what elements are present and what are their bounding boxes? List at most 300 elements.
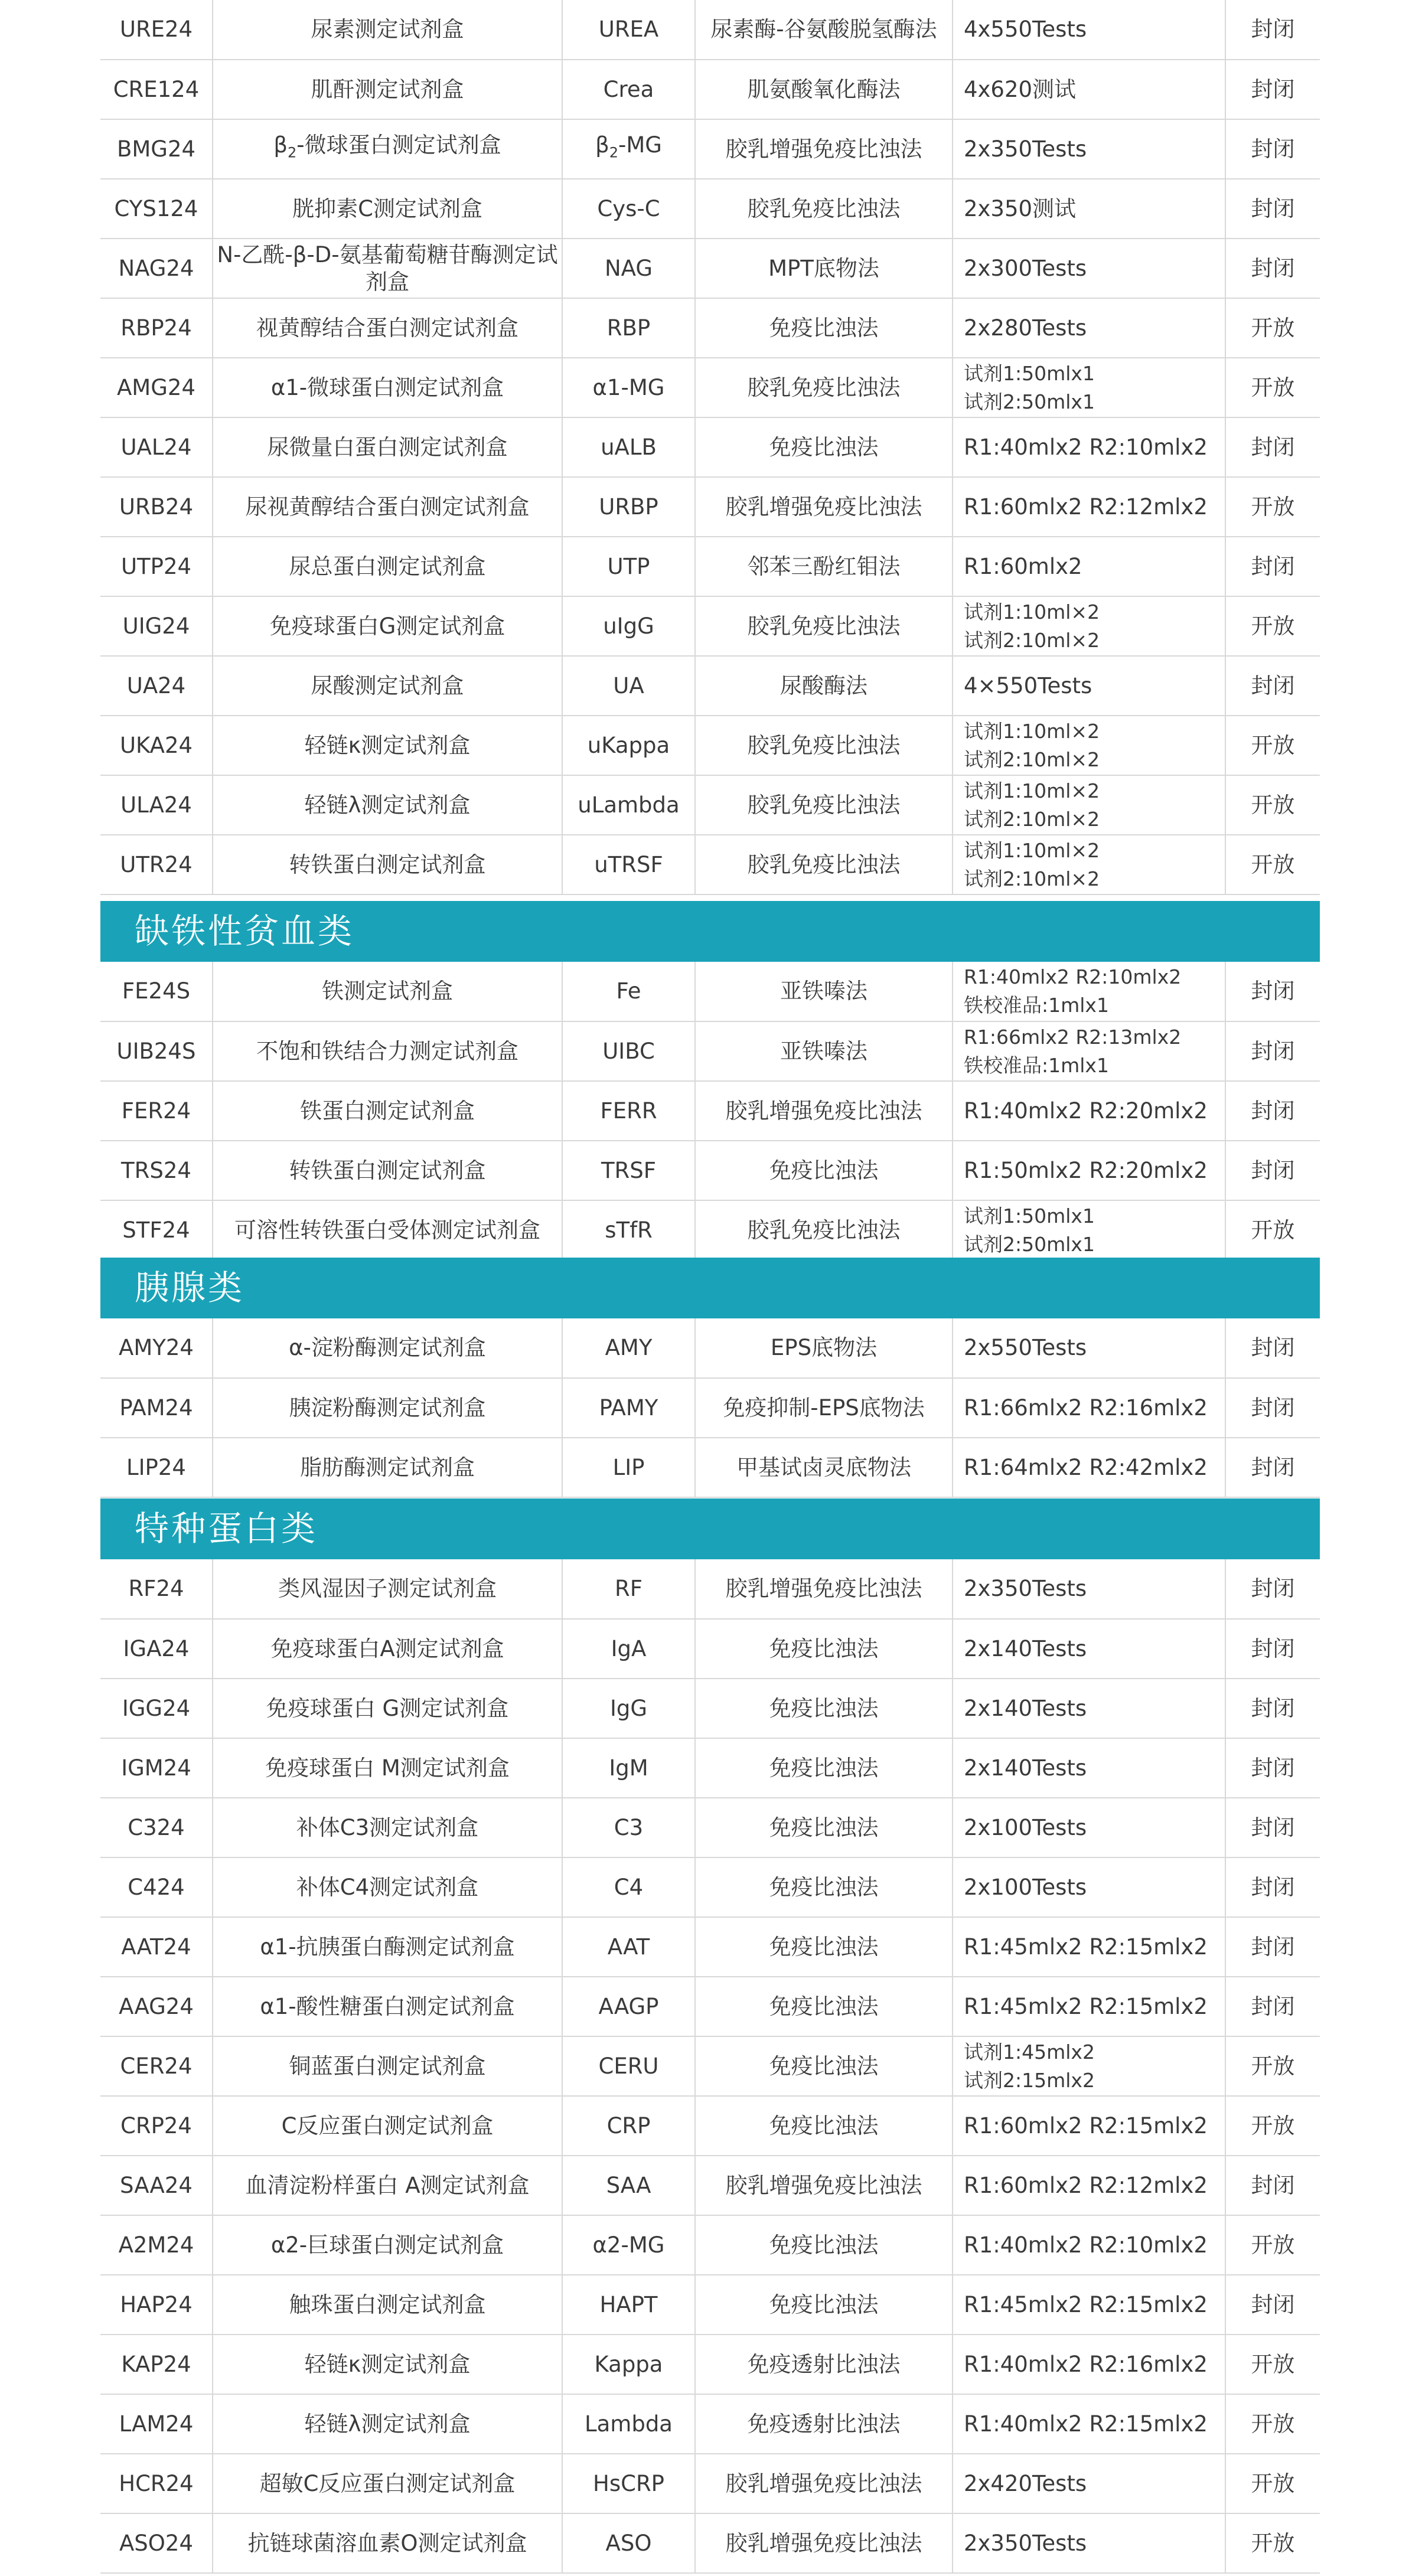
product-name-cell: 转铁蛋白测定试剂盒 (213, 835, 562, 894)
product-code-cell: RF24 (100, 1559, 213, 1619)
package-spec-line: 试剂2:50mlx1 (964, 390, 1095, 413)
method-cell: 胶乳增强免疫比浊法 (695, 2513, 953, 2573)
package-spec-line: R1:40mlx2 R2:10mlx2 (964, 965, 1182, 988)
status-cell: 封闭 (1225, 1738, 1320, 1798)
product-name-cell: 免疫球蛋白G测定试剂盒 (213, 596, 562, 656)
product-code-cell: HCR24 (100, 2454, 213, 2513)
abbreviation-cell: Fe (562, 962, 695, 1021)
product-name-cell: α1-微球蛋白测定试剂盒 (213, 358, 562, 417)
method-cell: 免疫透射比浊法 (695, 2335, 953, 2394)
abbreviation-cell: Cys-C (562, 179, 695, 239)
product-code-cell: CRE124 (100, 60, 213, 119)
table-row (100, 1141, 1320, 1200)
status-cell: 封闭 (1225, 537, 1320, 596)
package-spec-line: 试剂1:45mlx2 (964, 2040, 1095, 2064)
package-spec-line: 4×550Tests (964, 672, 1092, 698)
table-row (100, 417, 1320, 477)
package-spec-cell (953, 2275, 1225, 2335)
abbreviation-cell: Lambda (562, 2394, 695, 2454)
package-spec-cell (953, 537, 1225, 596)
table-row (100, 1917, 1320, 1977)
method-cell: 免疫比浊法 (695, 1917, 953, 1977)
package-spec-line: 2x100Tests (964, 1814, 1087, 1840)
product-name-cell: 尿微量白蛋白测定试剂盒 (213, 417, 562, 477)
package-spec-line: 4x550Tests (964, 17, 1087, 42)
method-cell: 免疫比浊法 (695, 1619, 953, 1679)
package-spec-line: 2x350Tests (964, 2530, 1087, 2556)
method-cell: 甲基试卤灵底物法 (695, 1438, 953, 1497)
method-cell: 免疫比浊法 (695, 1679, 953, 1738)
package-spec-line: R1:40mlx2 R2:20mlx2 (964, 1098, 1208, 1124)
product-name-cell: 类风湿因子测定试剂盒 (213, 1559, 562, 1619)
status-cell: 开放 (1225, 2454, 1320, 2513)
product-name-cell: 转铁蛋白测定试剂盒 (213, 1141, 562, 1200)
package-spec-line: 试剂2:10ml×2 (964, 807, 1100, 831)
method-cell: 胶乳增强免疫比浊法 (695, 2454, 953, 2513)
status-cell: 开放 (1225, 716, 1320, 775)
status-cell: 封闭 (1225, 0, 1320, 60)
abbreviation-cell: PAMY (562, 1378, 695, 1438)
method-cell: 胶乳增强免疫比浊法 (695, 477, 953, 537)
product-name-cell: C反应蛋白测定试剂盒 (213, 2096, 562, 2156)
package-spec-cell (953, 656, 1225, 716)
section-header: 缺铁性贫血类 (100, 901, 1320, 962)
method-cell: 尿酸酶法 (695, 656, 953, 716)
abbreviation-cell: C4 (562, 1857, 695, 1917)
table-row (100, 239, 1320, 298)
product-name-cell: 铁测定试剂盒 (213, 962, 562, 1021)
table-row (100, 2036, 1320, 2096)
abbreviation-cell: C3 (562, 1798, 695, 1857)
abbreviation-cell: AAT (562, 1917, 695, 1977)
package-spec-cell (953, 0, 1225, 60)
abbreviation-cell: $\beta_2-MG$ (562, 119, 695, 179)
method-cell: 免疫比浊法 (695, 417, 953, 477)
product-code-cell: UAL24 (100, 417, 213, 477)
product-name-cell: 胰淀粉酶测定试剂盒 (213, 1378, 562, 1438)
package-spec-line: R1:50mlx2 R2:20mlx2 (964, 1157, 1208, 1183)
package-spec-line: 2x350Tests (964, 136, 1087, 162)
package-spec-cell (953, 775, 1225, 835)
abbreviation-cell: IgA (562, 1619, 695, 1679)
package-spec-line: R1:60mlx2 R2:12mlx2 (964, 2172, 1208, 2198)
abbreviation-cell: CERU (562, 2036, 695, 2096)
product-name-cell: 不饱和铁结合力测定试剂盒 (213, 1021, 562, 1081)
status-cell: 封闭 (1225, 1081, 1320, 1141)
package-spec-line: R1:40mlx2 R2:10mlx2 (964, 434, 1208, 460)
package-spec-cell (953, 2156, 1225, 2215)
abbreviation-cell: α2-MG (562, 2215, 695, 2275)
table-row (100, 1559, 1320, 1619)
abbreviation-cell: sTfR (562, 1200, 695, 1260)
table-row (100, 2096, 1320, 2156)
method-cell: 胶乳增强免疫比浊法 (695, 2156, 953, 2215)
package-spec-line: R1:40mlx2 R2:10mlx2 (964, 2232, 1208, 2258)
table-row (100, 1378, 1320, 1438)
package-spec-cell (953, 2215, 1225, 2275)
product-name-cell: 血清淀粉样蛋白 A测定试剂盒 (213, 2156, 562, 2215)
package-spec-cell (953, 239, 1225, 298)
product-table (100, 1559, 1320, 2574)
package-spec-line: 试剂1:10ml×2 (964, 838, 1100, 862)
product-code-cell: A2M24 (100, 2215, 213, 2275)
product-name-cell: 免疫球蛋白 G测定试剂盒 (213, 1679, 562, 1738)
table-row (100, 1857, 1320, 1917)
package-spec-line: 2x300Tests (964, 255, 1087, 281)
method-cell: 免疫比浊法 (695, 1141, 953, 1200)
package-spec-line: R1:45mlx2 R2:15mlx2 (964, 1934, 1208, 1960)
package-spec-line: R1:45mlx2 R2:15mlx2 (964, 2291, 1208, 2317)
package-spec-cell (953, 835, 1225, 894)
table-row (100, 179, 1320, 239)
status-cell: 开放 (1225, 1200, 1320, 1260)
package-spec-line: 2x100Tests (964, 1874, 1087, 1900)
product-code-cell: LIP24 (100, 1438, 213, 1497)
package-spec-line: 试剂2:15mlx2 (964, 2068, 1095, 2092)
product-name-cell: 脂肪酶测定试剂盒 (213, 1438, 562, 1497)
table-row (100, 2394, 1320, 2454)
table-row (100, 2156, 1320, 2215)
package-spec-cell (953, 298, 1225, 358)
package-spec-cell (953, 358, 1225, 417)
product-code-cell: C324 (100, 1798, 213, 1857)
product-code-cell: URE24 (100, 0, 213, 60)
product-code-cell: UA24 (100, 656, 213, 716)
package-spec-line: R1:40mlx2 R2:16mlx2 (964, 2351, 1208, 2377)
status-cell: 封闭 (1225, 1798, 1320, 1857)
status-cell: 封闭 (1225, 1141, 1320, 1200)
package-spec-cell (953, 1857, 1225, 1917)
method-cell: 肌氨酸氧化酶法 (695, 60, 953, 119)
status-cell: 开放 (1225, 2335, 1320, 2394)
package-spec-cell (953, 1438, 1225, 1497)
product-name-cell: α1-酸性糖蛋白测定试剂盒 (213, 1977, 562, 2036)
package-spec-line: R1:60mlx2 R2:12mlx2 (964, 494, 1208, 520)
product-code-cell: LAM24 (100, 2394, 213, 2454)
package-spec-line: 试剂2:50mlx1 (964, 1232, 1095, 1256)
package-spec-line: 试剂1:10ml×2 (964, 779, 1100, 802)
product-code-cell: TRS24 (100, 1141, 213, 1200)
product-name-cell: N-乙酰-β-D-氨基葡萄糖苷酶测定试剂盒 (213, 239, 562, 298)
method-cell: 免疫比浊法 (695, 1738, 953, 1798)
abbreviation-cell: Kappa (562, 2335, 695, 2394)
product-code-cell: KAP24 (100, 2335, 213, 2394)
abbreviation-cell: ASO (562, 2513, 695, 2573)
package-spec-cell (953, 1081, 1225, 1141)
status-cell: 封闭 (1225, 656, 1320, 716)
table-row (100, 0, 1320, 60)
status-cell: 封闭 (1225, 1917, 1320, 1977)
product-name-cell: 轻链κ测定试剂盒 (213, 2335, 562, 2394)
product-code-cell: CYS124 (100, 179, 213, 239)
package-spec-line: 2x420Tests (964, 2470, 1087, 2496)
method-cell: 胶乳免疫比浊法 (695, 596, 953, 656)
package-spec-cell (953, 2036, 1225, 2096)
product-name-cell: 尿视黄醇结合蛋白测定试剂盒 (213, 477, 562, 537)
status-cell: 开放 (1225, 2513, 1320, 2573)
package-spec-line: 2x280Tests (964, 315, 1087, 341)
abbreviation-cell: TRSF (562, 1141, 695, 1200)
package-spec-cell (953, 2096, 1225, 2156)
abbreviation-cell: LIP (562, 1438, 695, 1497)
package-spec-line: R1:66mlx2 R2:16mlx2 (964, 1395, 1208, 1421)
package-spec-cell (953, 1917, 1225, 1977)
method-cell: 免疫比浊法 (695, 2036, 953, 2096)
method-cell: 胶乳免疫比浊法 (695, 716, 953, 775)
status-cell: 开放 (1225, 2036, 1320, 2096)
product-name-cell: α1-抗胰蛋白酶测定试剂盒 (213, 1917, 562, 1977)
product-name-cell: 可溶性转铁蛋白受体测定试剂盒 (213, 1200, 562, 1260)
product-name-cell: 补体C4测定试剂盒 (213, 1857, 562, 1917)
method-cell: 邻苯三酚红钼法 (695, 537, 953, 596)
product-name-cell: 轻链λ测定试剂盒 (213, 2394, 562, 2454)
method-cell: 胶乳免疫比浊法 (695, 179, 953, 239)
product-name-cell: 触珠蛋白测定试剂盒 (213, 2275, 562, 2335)
abbreviation-cell: RBP (562, 298, 695, 358)
package-spec-line: R1:64mlx2 R2:42mlx2 (964, 1454, 1208, 1480)
abbreviation-cell: uKappa (562, 716, 695, 775)
product-name-cell: 铁蛋白测定试剂盒 (213, 1081, 562, 1141)
package-spec-line: 试剂2:10ml×2 (964, 867, 1100, 890)
method-cell: 免疫比浊法 (695, 2275, 953, 2335)
status-cell: 开放 (1225, 2096, 1320, 2156)
abbreviation-cell: IgM (562, 1738, 695, 1798)
product-code-cell: RBP24 (100, 298, 213, 358)
method-cell: 免疫比浊法 (695, 1977, 953, 2036)
status-cell: 开放 (1225, 2394, 1320, 2454)
product-code-cell: FE24S (100, 962, 213, 1021)
product-name-cell: 尿酸测定试剂盒 (213, 656, 562, 716)
product-name-cell: 尿素测定试剂盒 (213, 0, 562, 60)
abbreviation-cell: α1-MG (562, 358, 695, 417)
status-cell: 开放 (1225, 358, 1320, 417)
table-row (100, 962, 1320, 1021)
product-code-cell: AAG24 (100, 1977, 213, 2036)
table-row (100, 1318, 1320, 1378)
table-row (100, 2335, 1320, 2394)
abbreviation-cell: uTRSF (562, 835, 695, 894)
table-row (100, 2513, 1320, 2573)
product-name-cell: 肌酐测定试剂盒 (213, 60, 562, 119)
package-spec-cell (953, 2513, 1225, 2573)
method-cell: 亚铁嗪法 (695, 962, 953, 1021)
product-code-cell: CER24 (100, 2036, 213, 2096)
package-spec-cell (953, 1378, 1225, 1438)
package-spec-cell (953, 119, 1225, 179)
product-code-cell: ULA24 (100, 775, 213, 835)
abbreviation-cell: FERR (562, 1081, 695, 1141)
package-spec-line: 试剂1:50mlx1 (964, 361, 1095, 385)
status-cell: 封闭 (1225, 179, 1320, 239)
method-cell: 免疫比浊法 (695, 2215, 953, 2275)
package-spec-cell (953, 1200, 1225, 1260)
product-code-cell: NAG24 (100, 239, 213, 298)
package-spec-cell (953, 1021, 1225, 1081)
table-row (100, 1679, 1320, 1738)
product-code-cell: BMG24 (100, 119, 213, 179)
method-cell: 胶乳免疫比浊法 (695, 775, 953, 835)
package-spec-line: R1:40mlx2 R2:15mlx2 (964, 2411, 1208, 2437)
package-spec-line: R1:66mlx2 R2:13mlx2 (964, 1025, 1182, 1049)
method-cell: 胶乳增强免疫比浊法 (695, 1559, 953, 1619)
product-name-cell: 轻链κ测定试剂盒 (213, 716, 562, 775)
method-cell: 胶乳免疫比浊法 (695, 835, 953, 894)
package-spec-line: R1:45mlx2 R2:15mlx2 (964, 1993, 1208, 2019)
package-spec-cell (953, 1141, 1225, 1200)
status-cell: 封闭 (1225, 1438, 1320, 1497)
table-row (100, 298, 1320, 358)
table-row (100, 2454, 1320, 2513)
abbreviation-cell: AAGP (562, 1977, 695, 2036)
method-cell: 免疫比浊法 (695, 1798, 953, 1857)
status-cell: 封闭 (1225, 1021, 1320, 1081)
status-cell: 封闭 (1225, 2275, 1320, 2335)
product-table (100, 1318, 1320, 1498)
status-cell: 封闭 (1225, 1318, 1320, 1378)
package-spec-line: 2x350测试 (964, 195, 1077, 221)
product-name-cell: 尿总蛋白测定试剂盒 (213, 537, 562, 596)
status-cell: 封闭 (1225, 1378, 1320, 1438)
package-spec-line: R1:60mlx2 (964, 553, 1082, 579)
product-name-cell: 免疫球蛋白 M测定试剂盒 (213, 1738, 562, 1798)
abbreviation-cell: uALB (562, 417, 695, 477)
abbreviation-cell: IgG (562, 1679, 695, 1738)
product-name-cell: 补体C3测定试剂盒 (213, 1798, 562, 1857)
status-cell: 封闭 (1225, 2156, 1320, 2215)
table-row (100, 537, 1320, 596)
method-cell: 胶乳增强免疫比浊法 (695, 1081, 953, 1141)
package-spec-cell (953, 596, 1225, 656)
status-cell: 封闭 (1225, 1559, 1320, 1619)
status-cell: 开放 (1225, 775, 1320, 835)
product-table (100, 0, 1320, 895)
product-code-cell: ASO24 (100, 2513, 213, 2573)
product-name-cell: 免疫球蛋白A测定试剂盒 (213, 1619, 562, 1679)
product-name-cell: 超敏C反应蛋白测定试剂盒 (213, 2454, 562, 2513)
abbreviation-cell: AMY (562, 1318, 695, 1378)
method-cell: 免疫比浊法 (695, 1857, 953, 1917)
table-row (100, 1977, 1320, 2036)
status-cell: 封闭 (1225, 119, 1320, 179)
package-spec-cell (953, 60, 1225, 119)
status-cell: 封闭 (1225, 1857, 1320, 1917)
product-name-cell: α-淀粉酶测定试剂盒 (213, 1318, 562, 1378)
package-spec-cell (953, 1619, 1225, 1679)
status-cell: 封闭 (1225, 239, 1320, 298)
status-cell: 开放 (1225, 298, 1320, 358)
package-spec-cell (953, 2394, 1225, 2454)
table-row (100, 1021, 1320, 1081)
table-row (100, 60, 1320, 119)
table-row (100, 1200, 1320, 1260)
product-name-cell: 轻链λ测定试剂盒 (213, 775, 562, 835)
abbreviation-cell: uIgG (562, 596, 695, 656)
abbreviation-cell: SAA (562, 2156, 695, 2215)
abbreviation-cell: Crea (562, 60, 695, 119)
package-spec-line: 2x140Tests (964, 1635, 1087, 1661)
package-spec-line: 铁校准品:1mlx1 (964, 1053, 1109, 1077)
product-code-cell: UTP24 (100, 537, 213, 596)
product-code-cell: UIG24 (100, 596, 213, 656)
product-code-cell: C424 (100, 1857, 213, 1917)
method-cell: 免疫比浊法 (695, 298, 953, 358)
table-row (100, 1619, 1320, 1679)
status-cell: 开放 (1225, 2215, 1320, 2275)
abbreviation-cell: HAPT (562, 2275, 695, 2335)
table-row (100, 2275, 1320, 2335)
package-spec-cell (953, 179, 1225, 239)
method-cell: 免疫抑制-EPS底物法 (695, 1378, 953, 1438)
abbreviation-cell: HsCRP (562, 2454, 695, 2513)
product-name-cell: $\beta_2-$微球蛋白测定试剂盒 (213, 119, 562, 179)
package-spec-line: 试剂2:10ml×2 (964, 628, 1100, 652)
package-spec-cell (953, 1559, 1225, 1619)
method-cell: MPT底物法 (695, 239, 953, 298)
product-code-cell: UKA24 (100, 716, 213, 775)
method-cell: 亚铁嗪法 (695, 1021, 953, 1081)
product-code-cell: IGA24 (100, 1619, 213, 1679)
method-cell: 胶乳免疫比浊法 (695, 358, 953, 417)
package-spec-line: 4x620测试 (964, 76, 1077, 102)
table-row (100, 477, 1320, 537)
product-code-cell: STF24 (100, 1200, 213, 1260)
product-name-cell: 视黄醇结合蛋白测定试剂盒 (213, 298, 562, 358)
product-code-cell: IGM24 (100, 1738, 213, 1798)
table-row (100, 835, 1320, 894)
abbreviation-cell: UREA (562, 0, 695, 60)
package-spec-line: R1:60mlx2 R2:15mlx2 (964, 2113, 1208, 2138)
abbreviation-cell: NAG (562, 239, 695, 298)
method-cell: 免疫透射比浊法 (695, 2394, 953, 2454)
method-cell: 胶乳免疫比浊法 (695, 1200, 953, 1260)
product-code-cell: UTR24 (100, 835, 213, 894)
package-spec-cell (953, 2335, 1225, 2394)
abbreviation-cell: CRP (562, 2096, 695, 2156)
package-spec-line: 铁校准品:1mlx1 (964, 994, 1109, 1017)
status-cell: 开放 (1225, 596, 1320, 656)
product-code-cell: SAA24 (100, 2156, 213, 2215)
product-code-cell: AMG24 (100, 358, 213, 417)
package-spec-line: 试剂1:50mlx1 (964, 1204, 1095, 1227)
section-header: 特种蛋白类 (100, 1498, 1320, 1559)
status-cell: 封闭 (1225, 1619, 1320, 1679)
method-cell: 免疫比浊法 (695, 2096, 953, 2156)
product-code-cell: UIB24S (100, 1021, 213, 1081)
product-name-cell: 胱抑素C测定试剂盒 (213, 179, 562, 239)
table-row (100, 1081, 1320, 1141)
product-table (100, 962, 1320, 1261)
product-code-cell: HAP24 (100, 2275, 213, 2335)
method-cell: 胶乳增强免疫比浊法 (695, 119, 953, 179)
table-row (100, 2215, 1320, 2275)
status-cell: 封闭 (1225, 962, 1320, 1021)
table-row (100, 596, 1320, 656)
package-spec-line: 试剂2:10ml×2 (964, 747, 1100, 771)
status-cell: 开放 (1225, 477, 1320, 537)
status-cell: 封闭 (1225, 60, 1320, 119)
product-code-cell: AMY24 (100, 1318, 213, 1378)
product-code-cell: CRP24 (100, 2096, 213, 2156)
table-row (100, 1798, 1320, 1857)
table-row (100, 1738, 1320, 1798)
status-cell: 封闭 (1225, 417, 1320, 477)
product-code-cell: IGG24 (100, 1679, 213, 1738)
package-spec-line: 2x550Tests (964, 1335, 1087, 1360)
status-cell: 封闭 (1225, 1679, 1320, 1738)
product-code-cell: URB24 (100, 477, 213, 537)
abbreviation-cell: UIBC (562, 1021, 695, 1081)
package-spec-cell (953, 2454, 1225, 2513)
